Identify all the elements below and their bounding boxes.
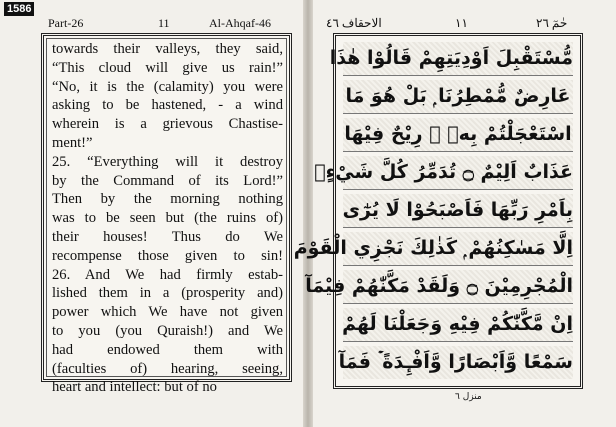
arabic-line: بِاَمْرِ رَبِّهَا فَاَصْبَحُوْا لَا يُرٰٓى	[343, 194, 573, 228]
translation-line: 26. And We had firmly estab-	[52, 266, 283, 283]
translation-line: “This cloud will give us rain!”	[52, 59, 283, 76]
translation-line: heart and intellect: but of no	[52, 379, 217, 396]
left-header-part: Part-26	[48, 16, 84, 30]
right-header-page-number: ١١	[455, 16, 468, 30]
translation-line: had endowed them with	[52, 341, 283, 358]
translation-line: asking to be hastened, - a wind	[52, 97, 283, 114]
arabic-line: اِلَّا مَسٰكِنُهُمْ ۭ كَذٰلِكَ نَجْزِي الْقَوْمَ	[343, 232, 573, 266]
translation-line: their houses! Thus do We	[52, 229, 283, 245]
left-header-page-number: 11	[158, 16, 170, 30]
translation-line: Then by the morning nothing	[52, 191, 283, 208]
translation-line: “No, it is the (calamity) you were	[52, 78, 283, 95]
arabic-line: اِنْ مَّكَّنّٰكُمْ فِيْهِ وَجَعَلْنَا لَهُمْ	[343, 308, 573, 342]
translation-line: recompense those given to sin!	[52, 247, 283, 264]
translation-line: by the Command of its Lord!”	[52, 172, 283, 189]
right-header-surah: الاحقاف ٤٦	[326, 16, 382, 30]
arabic-line: سَمْعًا وَّاَبْصَارًا وَّاَفْـِٕدَةً ۡ فَمَآ	[343, 346, 573, 379]
arabic-line: عَذَابٌ اَلِيْمٌ ۝ تُدَمِّرُ كُلَّ شَيْءٍۢ	[343, 156, 573, 190]
manzil-footer: منزل ٦	[455, 392, 482, 402]
book-gutter	[303, 0, 313, 427]
translation-line: power which We have not given	[52, 304, 283, 321]
page-number-badge: 1586	[4, 2, 34, 16]
arabic-line: الْمُجْرِمِيْنَ ۝ وَلَقَدْ مَكَّنّٰهُمْ فِيْمَآ	[343, 270, 573, 304]
translation-line: (faculties of) hearing, seeing,	[52, 360, 283, 377]
translation-line: 25. “Everything will it destroy	[52, 153, 283, 170]
arabic-line: اسْتَعْجَلْتُمْ بِهٖ ۭ رِيْحٌ فِيْهَا	[343, 118, 573, 152]
translation-line: lished them in a (prosperity and)	[52, 285, 283, 302]
translation-line: towards their valleys, they said,	[52, 41, 283, 57]
translation-line: to you (you Quraish!) and We	[52, 323, 283, 339]
right-header-part: حٰمٓ ٢٦	[536, 16, 568, 30]
arabic-line: عَارِضٌ مُّمْطِرُنَا ۭ بَلْ هُوَ مَا	[343, 80, 573, 114]
arabic-line: مُّسْتَقْبِلَ اَوْدِيَتِهِمْ قَالُوْا هٰذَا	[343, 42, 573, 76]
translation-line: wherein is a grievous Chastise-	[52, 116, 283, 133]
translation-line: was to be seen but (the ruins of)	[52, 210, 283, 227]
left-header-surah: Al-Ahqaf-46	[209, 16, 271, 30]
translation-line: ment!”	[52, 135, 93, 151]
